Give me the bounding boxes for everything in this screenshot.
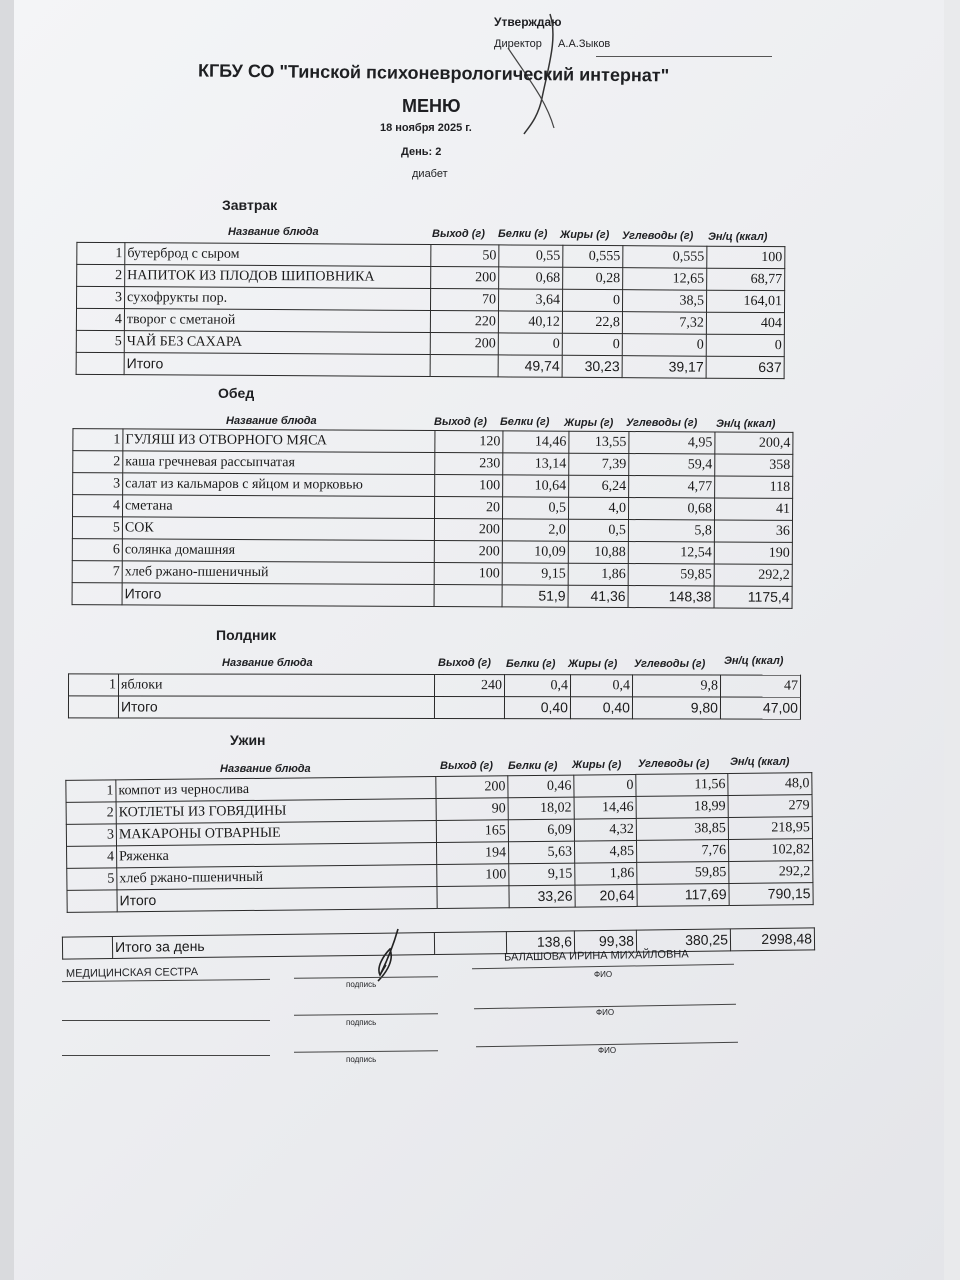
row-number: 5 — [72, 517, 122, 539]
row-number: 4 — [73, 495, 123, 517]
dish-fat: 0,28 — [563, 267, 623, 289]
row-number: 7 — [72, 561, 122, 583]
dish-protein: 14,46 — [503, 431, 569, 453]
total-protein: 49,74 — [498, 355, 562, 377]
director-label: Директор — [494, 38, 542, 50]
dish-name: сухофрукты пор. — [125, 287, 431, 311]
col-output-header: Выход (г) — [432, 228, 485, 240]
dish-name: солянка домашняя — [122, 539, 434, 563]
dish-fat: 22,8 — [562, 311, 622, 333]
dish-carbs: 38,5 — [622, 290, 706, 313]
col-output-header: Выход (г) — [440, 760, 493, 772]
dish-output: 230 — [435, 453, 503, 475]
dish-energy: 358 — [715, 454, 793, 476]
row-number: 1 — [69, 674, 119, 696]
total-protein: 51,9 — [502, 585, 568, 607]
dish-protein: 0 — [498, 333, 562, 355]
column-headers-breakfast — [0, 226, 960, 242]
row-number: 2 — [77, 264, 125, 286]
total-fat: 20,64 — [575, 884, 637, 907]
dish-energy: 190 — [714, 542, 792, 564]
dish-output: 90 — [436, 798, 508, 821]
dish-carbs: 0,68 — [628, 498, 714, 520]
signature-caption-2: подпись — [346, 1018, 377, 1027]
column-headers-dinner — [0, 756, 960, 776]
menu-day: День: 2 — [401, 146, 442, 158]
dish-name: бутерброд с сыром — [125, 243, 431, 267]
dish-protein: 6,09 — [508, 819, 574, 842]
dish-carbs: 7,76 — [636, 839, 728, 862]
dish-fat: 1,86 — [575, 862, 637, 885]
col-fat-header: Жиры (г) — [572, 759, 622, 771]
dish-name: сметана — [123, 495, 435, 519]
row-number: 4 — [76, 308, 124, 330]
dish-protein: 0,68 — [499, 267, 563, 289]
organization-title: КГБУ СО "Тинской психоневрологический интернат" — [197, 60, 670, 86]
dish-fat: 10,88 — [568, 541, 628, 563]
dish-carbs: 59,4 — [629, 454, 715, 476]
nurse-label: МЕДИЦИНСКАЯ СЕСТРА — [65, 966, 199, 980]
dish-energy: 41 — [714, 498, 792, 520]
fio-caption-2: ФИО — [596, 1008, 615, 1017]
table-row — [69, 674, 801, 697]
dish-protein: 2,0 — [502, 519, 568, 541]
row-number: 4 — [67, 846, 117, 869]
day-total-fat: 99,38 — [574, 930, 636, 953]
dish-energy: 292,2 — [729, 861, 813, 884]
dish-carbs: 18,99 — [636, 795, 728, 818]
dish-fat: 0 — [562, 333, 622, 355]
col-carbs-header: Углеводы (г) — [638, 758, 710, 770]
dish-fat: 14,46 — [574, 796, 636, 819]
day-total-energy: 2998,48 — [730, 928, 814, 951]
dish-output: 100 — [437, 864, 509, 887]
dish-name: СОК — [122, 517, 434, 541]
dish-energy: 0 — [706, 334, 784, 356]
dish-protein: 0,46 — [508, 775, 574, 798]
dish-fat: 4,85 — [574, 840, 636, 863]
col-name-header: Название блюда — [226, 415, 317, 427]
total-protein: 33,26 — [509, 885, 575, 908]
total-label: Итого — [124, 353, 430, 377]
signature-caption-3: подпись — [346, 1055, 377, 1064]
dish-name: НАПИТОК ИЗ ПЛОДОВ ШИПОВНИКА — [125, 265, 431, 289]
dish-output: 20 — [434, 497, 502, 519]
menu-diet: диабет — [412, 168, 448, 180]
row-number: 1 — [66, 780, 116, 803]
col-name-header: Название блюда — [220, 763, 311, 775]
dish-name: хлеб ржано-пшеничный — [122, 561, 434, 585]
total-label: Итого — [118, 696, 434, 719]
col-carbs-header: Углеводы (г) — [622, 230, 694, 242]
row-number: 1 — [73, 429, 123, 451]
dish-protein: 9,15 — [502, 563, 568, 585]
approve-label: Утверждаю — [494, 15, 562, 29]
dish-energy: 292,2 — [714, 564, 792, 586]
row-number: 5 — [76, 330, 124, 352]
dish-name: яблоки — [119, 674, 435, 697]
dish-fat: 13,55 — [569, 431, 629, 453]
dish-name: компот из чернослива — [116, 777, 436, 802]
total-label: Итого — [122, 583, 434, 607]
dish-carbs: 5,8 — [628, 520, 714, 542]
dish-output: 120 — [435, 431, 503, 453]
col-fat-header: Жиры (г) — [568, 658, 618, 670]
dish-energy: 102,82 — [728, 839, 812, 862]
col-name-header: Название блюда — [228, 226, 319, 238]
dish-output: 100 — [434, 563, 502, 585]
dish-carbs: 4,77 — [629, 476, 715, 498]
dish-energy: 68,77 — [707, 268, 785, 290]
paper-sheet — [14, 0, 944, 1280]
row-number: 3 — [77, 286, 125, 308]
col-fat-header: Жиры (г) — [564, 417, 614, 429]
dish-output: 165 — [436, 820, 508, 843]
director-signature-line — [596, 56, 772, 57]
row-number: 1 — [77, 242, 125, 264]
dish-name: салат из кальмаров с яйцом и морковью — [123, 473, 435, 497]
dish-energy: 36 — [714, 520, 792, 542]
col-energy-header: Эн/ц (ккал) — [730, 756, 790, 768]
page-shadow — [0, 0, 14, 1280]
meal-title-snack: Полдник — [216, 627, 277, 643]
dish-output: 200 — [436, 776, 508, 799]
meal-title-dinner: Ужин — [230, 732, 266, 748]
total-carbs: 117,69 — [637, 883, 729, 906]
total-energy: 637 — [706, 356, 784, 378]
dish-carbs: 0 — [622, 334, 706, 357]
dish-carbs: 11,56 — [636, 773, 728, 796]
total-row — [72, 583, 792, 609]
day-total-label: Итого за день — [112, 933, 434, 959]
dish-carbs: 7,32 — [622, 312, 706, 335]
row-number: 2 — [73, 451, 123, 473]
total-fat: 41,36 — [568, 585, 628, 607]
dish-protein: 13,14 — [503, 453, 569, 475]
dish-carbs: 4,95 — [629, 432, 715, 454]
dish-carbs: 12,65 — [623, 268, 707, 291]
dish-protein: 10,64 — [503, 475, 569, 497]
dish-fat: 0 — [574, 774, 636, 797]
dish-name: КОТЛЕТЫ ИЗ ГОВЯДИНЫ — [116, 799, 436, 824]
dish-protein: 9,15 — [509, 863, 575, 886]
total-row — [76, 352, 784, 378]
dish-protein: 0,55 — [499, 245, 563, 267]
table-row — [73, 451, 793, 477]
col-energy-header: Эн/ц (ккал) — [716, 418, 776, 430]
dish-protein: 0,4 — [504, 675, 570, 697]
dinner-table — [65, 772, 813, 913]
fio-caption-1: ФИО — [594, 970, 613, 979]
dish-energy: 218,95 — [728, 817, 812, 840]
total-row — [68, 696, 800, 719]
dish-fat: 6,24 — [569, 475, 629, 497]
col-output-header: Выход (г) — [438, 657, 491, 669]
dish-output: 100 — [435, 475, 503, 497]
col-protein-header: Белки (г) — [508, 760, 558, 772]
table-row — [73, 429, 793, 455]
dish-output: 70 — [431, 289, 499, 311]
dish-name: МАКАРОНЫ ОТВАРНЫЕ — [116, 821, 436, 846]
meal-title-lunch: Обед — [218, 385, 255, 401]
director-name: А.А.Зыков — [558, 38, 611, 50]
row-number: 3 — [66, 824, 116, 847]
col-output-header: Выход (г) — [434, 416, 487, 428]
dish-fat: 4,32 — [574, 818, 636, 841]
day-total-protein: 138,6 — [506, 931, 574, 954]
dish-fat: 4,0 — [568, 497, 628, 519]
dish-carbs: 12,54 — [628, 542, 714, 564]
fio-caption-3: ФИО — [598, 1046, 617, 1055]
total-energy: 1175,4 — [714, 586, 792, 608]
menu-date: 18 ноября 2025 г. — [380, 122, 472, 134]
signature-caption-1: подпись — [346, 980, 377, 989]
dish-protein: 18,02 — [508, 797, 574, 820]
dish-fat: 1,86 — [568, 563, 628, 585]
dish-energy: 48,0 — [728, 773, 812, 796]
dish-carbs: 9,8 — [632, 675, 720, 697]
dish-output: 220 — [430, 311, 498, 333]
dish-energy: 200,4 — [715, 432, 793, 454]
column-headers-snack — [0, 657, 960, 673]
snack-table — [68, 673, 801, 719]
table-row — [73, 473, 793, 499]
dish-energy: 47 — [720, 675, 800, 697]
col-protein-header: Белки (г) — [498, 228, 548, 240]
menu-title: МЕНЮ — [402, 96, 461, 116]
dish-carbs: 38,85 — [636, 817, 728, 840]
dish-energy: 118 — [715, 476, 793, 498]
total-fat: 0,40 — [570, 697, 632, 719]
row-number: 6 — [72, 539, 122, 561]
col-energy-header: Эн/ц (ккал) — [724, 655, 784, 667]
dish-protein: 5,63 — [508, 841, 574, 864]
col-fat-header: Жиры (г) — [560, 229, 610, 241]
dish-energy: 164,01 — [706, 290, 784, 312]
dish-energy: 100 — [707, 246, 785, 268]
total-energy: 790,15 — [729, 883, 813, 906]
total-carbs: 148,38 — [628, 586, 714, 608]
col-carbs-header: Углеводы (г) — [626, 417, 698, 429]
dish-fat: 0,4 — [570, 675, 632, 697]
lunch-table — [72, 428, 794, 609]
dish-output: 50 — [431, 245, 499, 267]
row-number: 2 — [66, 802, 116, 825]
dish-output: 194 — [437, 842, 509, 865]
day-total-carbs: 380,25 — [636, 929, 730, 952]
name-line-2 — [62, 1020, 270, 1021]
dish-name: Ряженка — [117, 843, 437, 868]
total-fat: 30,23 — [562, 355, 622, 377]
row-number: 3 — [73, 473, 123, 495]
total-carbs: 9,80 — [632, 697, 720, 719]
dish-protein: 10,09 — [502, 541, 568, 563]
fio-value: БАЛАШОВА ИРИНА МИХАЙЛОВНА — [503, 948, 689, 964]
dish-fat: 0,555 — [563, 245, 623, 267]
dish-protein: 0,5 — [502, 497, 568, 519]
dish-name: ГУЛЯШ ИЗ ОТВОРНОГО МЯСА — [123, 429, 435, 453]
dish-name: каша гречневая рассыпчатая — [123, 451, 435, 475]
name-line-3 — [62, 1055, 270, 1056]
col-carbs-header: Углеводы (г) — [634, 658, 706, 670]
dish-protein: 3,64 — [498, 289, 562, 311]
col-protein-header: Белки (г) — [500, 416, 550, 428]
dish-name: ЧАЙ БЕЗ САХАРА — [124, 331, 430, 355]
breakfast-table — [76, 242, 786, 379]
col-protein-header: Белки (г) — [506, 658, 556, 670]
col-name-header: Название блюда — [222, 657, 313, 669]
dish-name: хлеб ржано-пшеничный — [117, 865, 437, 890]
dish-carbs: 0,555 — [623, 246, 707, 269]
col-energy-header: Эн/ц (ккал) — [708, 231, 768, 243]
dish-output: 200 — [434, 541, 502, 563]
dish-fat: 7,39 — [569, 453, 629, 475]
dish-output: 200 — [431, 267, 499, 289]
dish-carbs: 59,85 — [637, 861, 729, 884]
total-protein: 0,40 — [504, 697, 570, 719]
dish-fat: 0,5 — [568, 519, 628, 541]
total-label: Итого — [117, 887, 437, 912]
dish-name: творог с сметаной — [124, 309, 430, 333]
dish-output: 200 — [434, 519, 502, 541]
total-carbs: 39,17 — [622, 356, 706, 379]
row-number: 5 — [67, 868, 117, 891]
dish-output: 240 — [435, 675, 505, 697]
dish-fat: 0 — [562, 289, 622, 311]
dish-energy: 279 — [728, 795, 812, 818]
dish-energy: 404 — [706, 312, 784, 334]
table-row — [72, 561, 792, 587]
dish-output: 200 — [430, 332, 498, 354]
table-row — [72, 539, 792, 565]
dish-protein: 40,12 — [498, 311, 562, 333]
meal-title-breakfast: Завтрак — [222, 197, 278, 213]
dish-carbs: 59,85 — [628, 564, 714, 586]
total-energy: 47,00 — [720, 697, 800, 719]
